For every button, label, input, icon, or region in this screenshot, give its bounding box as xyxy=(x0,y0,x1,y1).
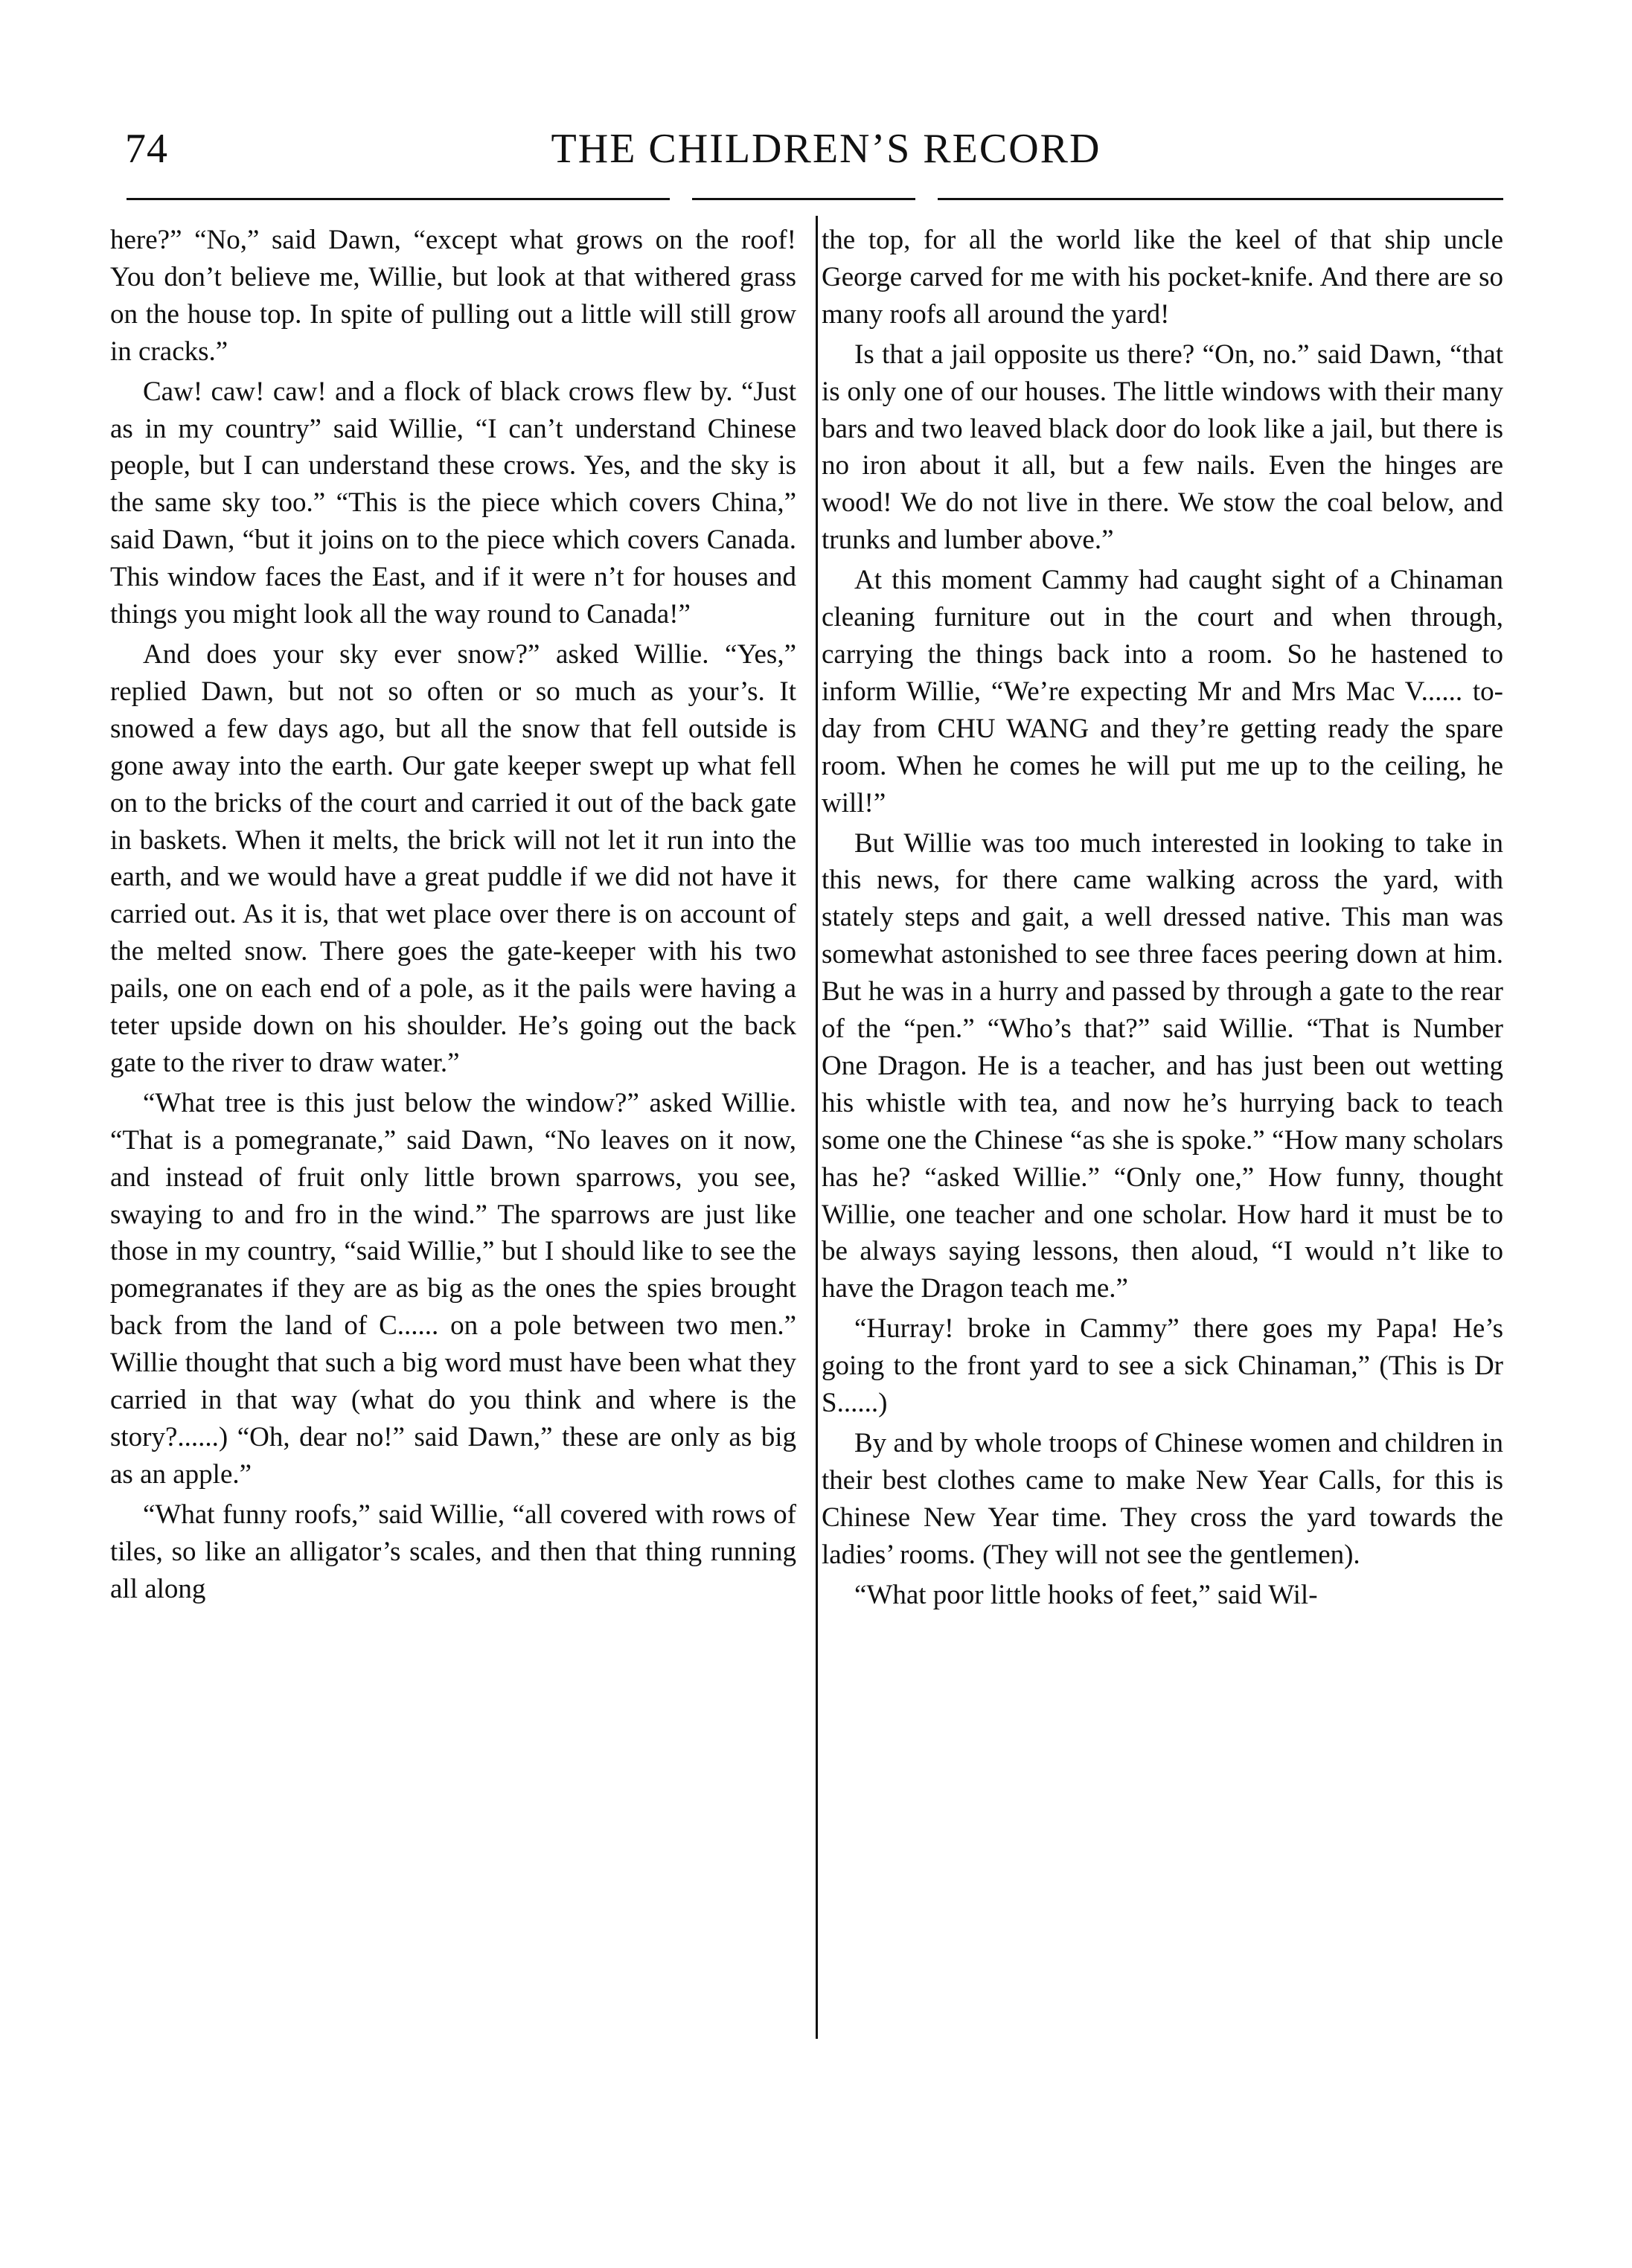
right-paragraph-3: At this moment Cammy had caught sight of a Chinaman cleaning furniture out in the court and when through, carrying the things back into a room. So he hastened to inform Willie, “We’re expecting Mr and Mrs Mac V...... to-day from CHU WANG and they’re getting ready the spare room. When he comes he will put me up to the ceiling, he will!” xyxy=(822,565,1503,819)
running-title: THE CHILDREN’S RECORD xyxy=(551,126,1101,172)
header-rule-right xyxy=(938,198,1503,200)
right-paragraph-7: “What poor little hooks of feet,” said Wil- xyxy=(854,1579,1318,1610)
left-paragraph-1: here?” “No,” said Dawn, “except what grows on the roof! You don’t believe me, Willie, but look at that withered grass on the house top. In spite of pulling out a little will still grow in cracks.” xyxy=(110,225,796,367)
right-paragraph-1: the top, for all the world like the keel of that ship uncle George carved for me with his pocket-knife. And there are so many roofs all around the yard! xyxy=(822,225,1503,330)
header-rule-center xyxy=(692,198,915,200)
page-number: 74 xyxy=(125,126,168,172)
right-paragraph-2: Is that a jail opposite us there? “On, no.” said Dawn, “that is only one of our houses. The little windows with their many bars and two leaved black door do look like a jail, but there is no iron about it all, but a few nails. Even the hinges are wood! We do not live in there. We stow the coal below, and trunks and lumber above.” xyxy=(822,339,1503,556)
header-rule-left xyxy=(127,198,670,200)
right-column xyxy=(822,222,1503,1614)
left-paragraph-3: And does your sky ever snow?” asked Willie. “Yes,” replied Dawn, but not so often or so much as your’s. It snowed a few days ago, but all the snow that fell outside is gone away into the earth. Our gate keeper swept up what fell on to the bricks of the court and carried it out of the back gate in baskets. When it melts, the brick will not let it run into the earth, and we would have a great puddle if we did not have it carried out. As it is, that wet place over there is on account of the melted snow. There goes the gate-keeper with his two pails, one on each end of a pole, as it the pails were having a teter upside down on his shoulder. He’s going out the back gate to the river to draw water.” xyxy=(110,638,796,1078)
left-paragraph-2: Caw! caw! caw! and a flock of black crows flew by. “Just as in my country” said Willie, “I can’t understand Chinese people, but I can understand these crows. Yes, and the sky is the same sky too.” “This is the piece which covers China,” said Dawn, “but it joins on to the piece which covers Canada. This window faces the East, and if it were n’t for houses and things you might look all the way round to Canada!” xyxy=(110,376,796,630)
column-divider xyxy=(816,216,818,2039)
left-paragraph-4: “What tree is this just below the window?” asked Willie. “That is a pomegranate,” said Dawn, “No leaves on it now, and instead of fruit only little brown sparrows, you see, swaying to and fro in the wind.” The sparrows are just like those in my country, “said Willie,” but I should like to see the pomegranates if they are as big as the ones the spies brought back from the land of C...... on a pole between two men.” Willie thought that such a big word must have been what they carried in that way (what do you think and where is the story?......) “Oh, dear no!” said Dawn,” these are only as big as an apple.” xyxy=(110,1087,796,1490)
right-paragraph-5: “Hurray! broke in Cammy” there goes my Papa! He’s going to the front yard to see a sick Chinaman,” (This is Dr S......) xyxy=(822,1313,1503,1419)
left-column xyxy=(110,222,796,1608)
left-paragraph-5: “What funny roofs,” said Willie, “all covered with rows of tiles, so like an alligator’s scales, and then that thing running all along xyxy=(110,1499,796,1604)
right-paragraph-4: But Willie was too much interested in looking to take in this news, for there came walking across the yard, with stately steps and gait, a well dressed native. This man was somewhat astonished to see three faces peering down at him. But he was in a hurry and passed by through a gate to the rear of the “pen.” “Who’s that?” said Willie. “That is Number One Dragon. He is a teacher, and has just been out wetting his whistle with tea, and now he’s hurrying back to teach some one the Chinese “as she is spoke.” “How many scholars has he? “asked Willie.” “Only one,” How funny, thought Willie, one teacher and one scholar. How hard it must be to be always saying lessons, then aloud, “I would n’t like to have the Dragon teach me.” xyxy=(822,827,1503,1304)
right-paragraph-6: By and by whole troops of Chinese women and children in their best clothes came to make New Year Calls, for this is Chinese New Year time. They cross the yard towards the ladies’ rooms. (They will not see the gentlemen). xyxy=(822,1428,1503,1570)
